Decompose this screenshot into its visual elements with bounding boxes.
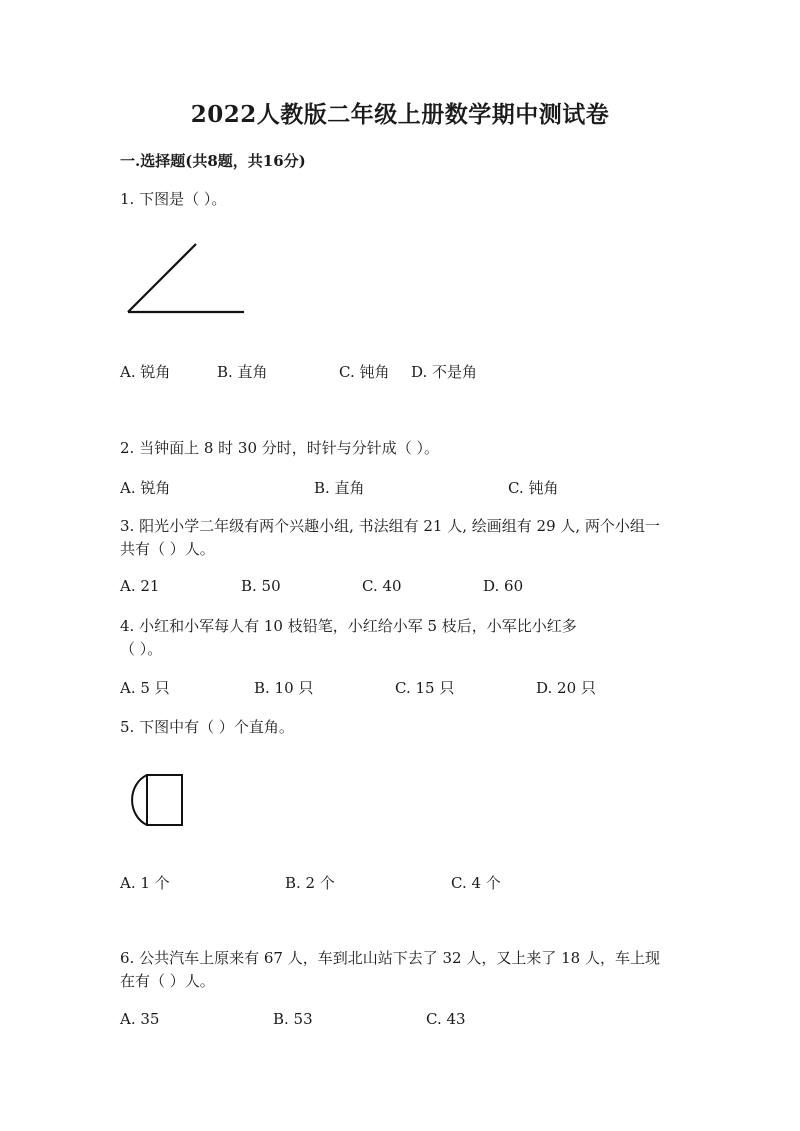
question-5-text: 5. 下图中有（ ）个直角。 — [120, 718, 294, 736]
question-4-text-line-1: 4. 小红和小军每人有 10 枝铅笔，小红给小军 5 枝后，小军比小红多 — [120, 617, 577, 635]
question-3-option-a[interactable]: A. 21 — [120, 577, 160, 595]
question-6-option-c[interactable]: C. 43 — [426, 1010, 466, 1028]
question-5-option-b[interactable]: B. 2 个 — [285, 874, 335, 892]
question-3-option-d[interactable]: D. 60 — [483, 577, 524, 595]
question-6-text-line-2: 在有（ ）人。 — [120, 972, 215, 990]
question-4-option-b[interactable]: B. 10 只 — [254, 679, 314, 697]
question-5-option-a[interactable]: A. 1 个 — [120, 874, 170, 892]
question-1-option-c[interactable]: C. 钝角 — [339, 363, 390, 381]
question-3-option-b[interactable]: B. 50 — [241, 577, 281, 595]
question-6-text-line-1: 6. 公共汽车上原来有 67 人，车到北山站下去了 32 人，又上来了 18 人，车上现 — [120, 949, 660, 967]
question-1-option-b[interactable]: B. 直角 — [217, 363, 268, 381]
question-1-text: 1. 下图是（ ）。 — [120, 190, 227, 208]
question-2-option-c[interactable]: C. 钝角 — [508, 479, 559, 497]
question-2-text: 2. 当钟面上 8 时 30 分时，时针与分针成（ ）。 — [120, 439, 440, 457]
question-4-option-c[interactable]: C. 15 只 — [395, 679, 455, 697]
question-4-text-line-2: （ ）。 — [120, 640, 163, 658]
angle-figure — [120, 240, 250, 320]
question-3-option-c[interactable]: C. 40 — [362, 577, 402, 595]
question-6-option-a[interactable]: A. 35 — [120, 1010, 160, 1028]
question-4-option-d[interactable]: D. 20 只 — [536, 679, 596, 697]
question-5-option-c[interactable]: C. 4 个 — [451, 874, 501, 892]
section-heading: 一.选择题(共8题，共16分) — [120, 152, 306, 170]
question-6-option-b[interactable]: B. 53 — [273, 1010, 313, 1028]
question-1-option-d[interactable]: D. 不是角 — [411, 363, 478, 381]
question-3-text-line-2: 共有（ ）人。 — [120, 540, 215, 558]
question-1-option-a[interactable]: A. 锐角 — [120, 363, 171, 381]
half-circle-rectangle-figure — [120, 770, 190, 830]
question-4-option-a[interactable]: A. 5 只 — [120, 679, 170, 697]
question-2-option-b[interactable]: B. 直角 — [314, 479, 365, 497]
page-title: 2022人教版二年级上册数学期中测试卷 — [190, 101, 610, 128]
question-2-option-a[interactable]: A. 锐角 — [120, 479, 171, 497]
question-3-text-line-1: 3. 阳光小学二年级有两个兴趣小组, 书法组有 21 人, 绘画组有 29 人, 两个小组一 — [120, 517, 660, 535]
